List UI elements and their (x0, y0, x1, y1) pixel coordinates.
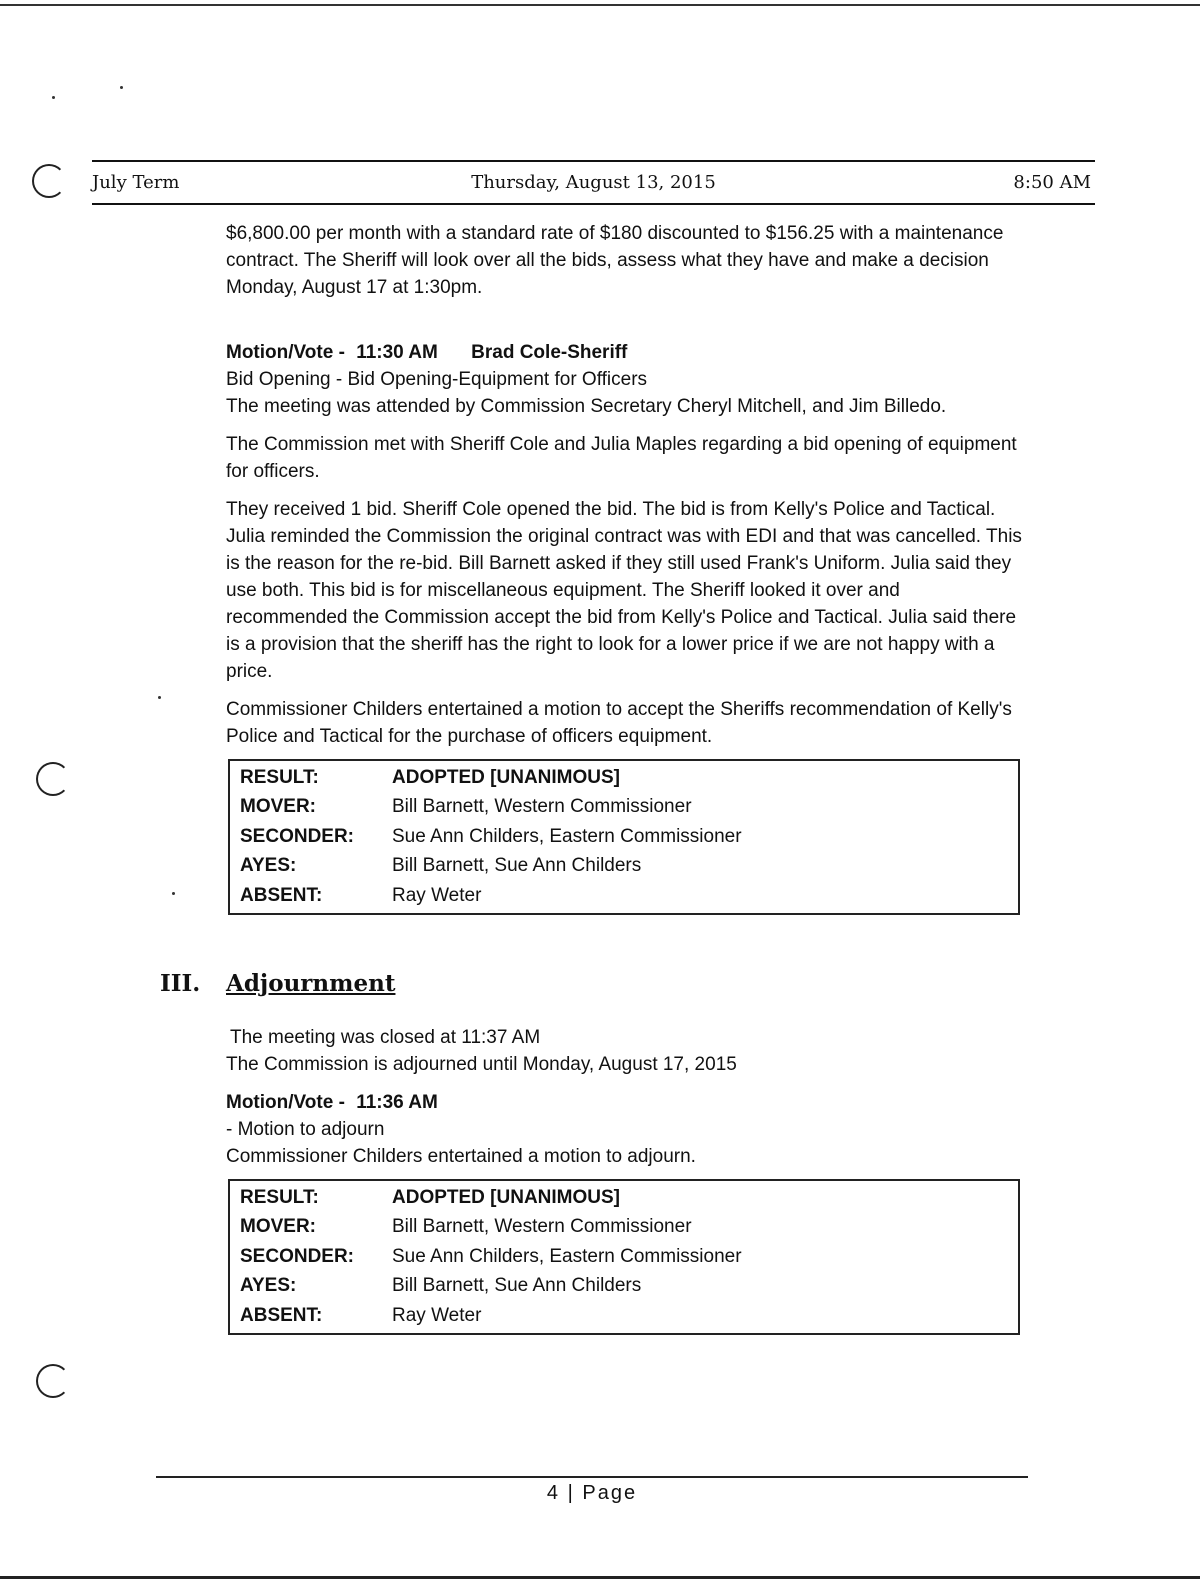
page-edge-bottom (0, 1576, 1200, 1579)
vote-label: AYES: (240, 855, 297, 877)
header-rule-top (92, 160, 1095, 162)
vote-row (230, 852, 1018, 882)
item1-heading (226, 339, 1026, 420)
paragraph: They received 1 bid. Sheriff Cole opened the bid. The bid is from Kelly's Police and Tactical. Julia reminded the Commission the original contract was with EDI and that was cancelled. This is the reason for the re-bid. Bill Barnett asked if they still used Frank's Uniform. Julia said they use both. This bid is for miscellaneous equipment. The Sheriff looked it over and recommended the Commission accept the bid from Kelly's Police and Tactical. Julia said there is a provision that the sheriff has the right to look for a lower price if we are not happy with a price. (226, 499, 1022, 682)
vote-value: Ray Weter (392, 884, 482, 906)
page-edge-top (0, 4, 1200, 6)
vote-row (230, 1183, 1018, 1213)
item1-para1 (226, 431, 1026, 485)
scan-speck (172, 892, 175, 895)
scan-speck (52, 96, 55, 99)
vote-row (230, 822, 1018, 852)
page-header (92, 170, 1095, 198)
motion-heading (226, 339, 1026, 366)
vote-row (230, 1213, 1018, 1243)
vote-row (230, 1242, 1018, 1272)
paragraph: The Commission met with Sheriff Cole and Julia Maples regarding a bid opening of equipment for officers. (226, 434, 1017, 482)
vote-value: Bill Barnett, Sue Ann Childers (392, 855, 642, 877)
intro-paragraph (226, 220, 1026, 301)
vote-value: Sue Ann Childers, Eastern Commissioner (392, 825, 742, 847)
vote-row (230, 793, 1018, 823)
vote-value: Sue Ann Childers, Eastern Commissioner (392, 1245, 742, 1267)
motion-label: Motion/Vote - (226, 1092, 345, 1113)
vote-value: Ray Weter (392, 1304, 482, 1326)
vote-row (230, 763, 1018, 793)
header-time: 8:50 AM (1013, 172, 1091, 193)
paragraph: Commissioner Childers entertained a motion to accept the Sheriffs recommendation of Kelly's Police and Tactical for the purchase of officers equipment. (226, 699, 1012, 747)
header-term: July Term (92, 172, 180, 193)
intro-text: $6,800.00 per month with a standard rate of $180 discounted to $156.25 with a maintenance contract. The Sheriff will look over all the bids, assess what they have and make a decision Monday, August 17 at 1:30pm. (226, 223, 1004, 298)
scan-speck (120, 86, 123, 89)
attendance-text: The meeting was attended by Commission Secretary Cheryl Mitchell, and Jim Billedo. (226, 396, 947, 417)
section-title: Adjournment (226, 970, 396, 997)
header-rule-bottom (92, 203, 1095, 205)
motion-subject: - Motion to adjourn (226, 1119, 385, 1140)
vote-value: Bill Barnett, Sue Ann Childers (392, 1275, 642, 1297)
vote-label: AYES: (240, 1275, 297, 1297)
vote-label: SECONDER: (240, 825, 355, 847)
closed-text: The meeting was closed at 11:37 AM (230, 1027, 541, 1048)
vote-result-table (228, 759, 1020, 915)
header-date: Thursday, August 13, 2015 (471, 172, 716, 193)
motion-heading (226, 1089, 1026, 1116)
vote-label: MOVER: (240, 796, 316, 818)
punch-hole (36, 762, 70, 796)
vote-label: MOVER: (240, 1216, 316, 1238)
vote-label: SECONDER: (240, 1245, 355, 1267)
vote-row (230, 1272, 1018, 1302)
vote-row (230, 881, 1018, 911)
adjournment-motion (226, 1089, 1026, 1170)
vote-label: ABSENT: (240, 1304, 323, 1326)
motion-time: 11:30 AM (356, 342, 438, 363)
motion-label: Motion/Vote - (226, 342, 345, 363)
vote-result-table (228, 1179, 1020, 1335)
scan-speck (158, 696, 161, 699)
vote-value: ADOPTED [UNANIMOUS] (392, 1186, 620, 1208)
vote-label: ABSENT: (240, 884, 323, 906)
paragraph: Commissioner Childers entertained a motion to adjourn. (226, 1146, 696, 1167)
adjournment-text (226, 1024, 1026, 1078)
motion-presenter: Brad Cole-Sheriff (471, 342, 628, 363)
vote-label: RESULT: (240, 766, 319, 788)
item1-para2 (226, 496, 1026, 685)
page-number: 4 | Page (546, 1482, 638, 1504)
motion-time: 11:36 AM (356, 1092, 438, 1113)
footer-rule (156, 1476, 1028, 1478)
adjourned-text: The Commission is adjourned until Monday, August 17, 2015 (226, 1054, 737, 1075)
item1-para3 (226, 696, 1026, 750)
section-number: III. (160, 970, 201, 997)
vote-value: Bill Barnett, Western Commissioner (392, 796, 692, 818)
vote-value: Bill Barnett, Western Commissioner (392, 1216, 692, 1238)
vote-row (230, 1301, 1018, 1331)
vote-value: ADOPTED [UNANIMOUS] (392, 766, 620, 788)
punch-hole (36, 1364, 70, 1398)
punch-hole (32, 164, 66, 198)
vote-label: RESULT: (240, 1186, 319, 1208)
motion-subject: Bid Opening - Bid Opening-Equipment for Officers (226, 369, 648, 390)
